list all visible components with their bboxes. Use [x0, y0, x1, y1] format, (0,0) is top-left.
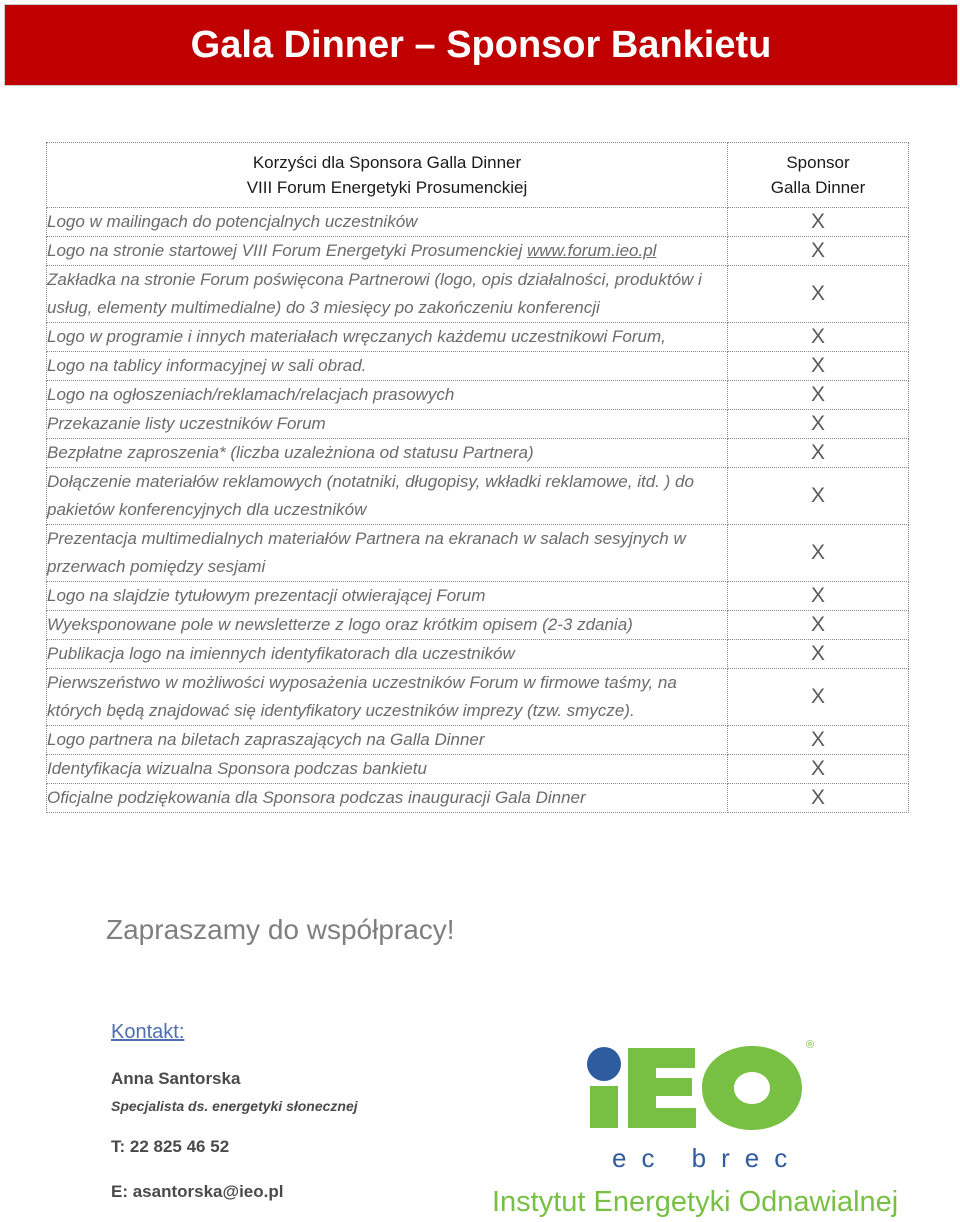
- benefit-description: [47, 640, 728, 669]
- benefit-description: [47, 323, 728, 352]
- sponsor-included-mark: X: [728, 410, 909, 439]
- table-row: [47, 381, 909, 410]
- sponsor-included-mark: X: [728, 237, 909, 266]
- benefit-description: [47, 439, 728, 468]
- benefit-description: [47, 726, 728, 755]
- logo-e-letter: [628, 1048, 696, 1128]
- table-row: [47, 237, 909, 266]
- logo-ecbrec: ec brec: [612, 1143, 803, 1173]
- table-row: [47, 726, 909, 755]
- institute-name: Instytut Energetyki Odnawialnej: [492, 1186, 899, 1218]
- ieo-logo: [580, 1036, 820, 1136]
- logo-dot-icon: [587, 1047, 621, 1081]
- benefit-text: Oficjalne podziękowania dla Sponsora podczas inauguracji Gala Dinner: [47, 788, 586, 807]
- benefit-description: [47, 266, 728, 323]
- benefit-text: Logo w programie i innych materiałach wręczanych każdemu uczestnikowi Forum,: [47, 327, 666, 346]
- benefits-header-line2: VIII Forum Energetyki Prosumenckiej: [246, 178, 528, 197]
- sponsor-included-mark: X: [728, 669, 909, 726]
- table-row: [47, 352, 909, 381]
- benefit-description: [47, 352, 728, 381]
- benefit-description: [47, 237, 728, 266]
- benefit-description: [47, 410, 728, 439]
- sponsor-included-mark: X: [728, 468, 909, 525]
- sponsor-column-header: [728, 143, 909, 208]
- benefit-text: Prezentacja multimedialnych materiałów Partnera na ekranach w salach sesyjnych w przerwach pomiędzy sesjami: [47, 529, 686, 576]
- contact-title: Kontakt:: [111, 1021, 185, 1043]
- page-title: Gala Dinner – Sponsor Bankietu: [190, 23, 772, 66]
- benefit-description: [47, 669, 728, 726]
- benefit-description: [47, 468, 728, 525]
- table-row: [47, 468, 909, 525]
- benefit-description: [47, 381, 728, 410]
- benefit-text: Identyfikacja wizualna Sponsora podczas bankietu: [47, 759, 427, 778]
- table-row: [47, 266, 909, 323]
- forum-website-link[interactable]: www.forum.ieo.pl: [527, 241, 657, 260]
- title-banner: [4, 4, 958, 86]
- benefit-text: Bezpłatne zaproszenia* (liczba uzależniona od statusu Partnera): [47, 443, 534, 462]
- benefits-header-line1: Korzyści dla Sponsora Galla Dinner: [252, 153, 522, 172]
- logo-o-letter: [702, 1046, 802, 1130]
- sponsor-included-mark: X: [728, 582, 909, 611]
- contact-name: Anna Santorska: [111, 1069, 241, 1088]
- sponsor-included-mark: X: [728, 611, 909, 640]
- table-row: [47, 640, 909, 669]
- sponsor-included-mark: X: [728, 323, 909, 352]
- logo-i-stem: [590, 1086, 618, 1128]
- benefit-text: Wyeksponowane pole w newsletterze z logo oraz krótkim opisem (2-3 zdania): [47, 615, 633, 634]
- benefit-description: [47, 755, 728, 784]
- sponsor-included-mark: X: [728, 439, 909, 468]
- contact-role: Specjalista ds. energetyki słonecznej: [111, 1098, 358, 1114]
- benefit-text: Logo na stronie startowej VIII Forum Energetyki Prosumenckiej: [47, 241, 527, 260]
- benefit-text: Przekazanie listy uczestników Forum: [47, 414, 326, 433]
- table-row: [47, 410, 909, 439]
- benefit-text: Pierwszeństwo w możliwości wyposażenia uczestników Forum w firmowe taśmy, na których będą znajdować się identyfikatory uczestników imprezy (tzw. smycze).: [47, 673, 677, 720]
- benefit-description: [47, 208, 728, 237]
- benefit-text: Logo na tablicy informacyjnej w sali obrad.: [47, 356, 367, 375]
- table-row: [47, 582, 909, 611]
- table-row: [47, 669, 909, 726]
- sponsor-header-line2: Galla Dinner: [770, 178, 866, 197]
- contact-phone: T: 22 825 46 52: [111, 1137, 230, 1156]
- benefit-text: Logo w mailingach do potencjalnych uczestników: [47, 212, 418, 231]
- table-row: [47, 323, 909, 352]
- benefit-text: Zakładka na stronie Forum poświęcona Partnerowi (logo, opis działalności, produktów i usług, elementy multimedialne) do 3 miesięcy po zakończeniu konferencji: [47, 270, 702, 317]
- table-row: [47, 208, 909, 237]
- benefit-text: Dołączenie materiałów reklamowych (notatniki, długopisy, wkładki reklamowe, itd. ) do pakietów konferencyjnych dla uczestników: [47, 472, 694, 519]
- table-header-row: [47, 143, 909, 208]
- benefit-text: Logo na slajdzie tytułowym prezentacji otwierającej Forum: [47, 586, 486, 605]
- invite-text: Zapraszamy do współpracy!: [106, 914, 455, 945]
- sponsor-included-mark: X: [728, 784, 909, 813]
- table-row: [47, 755, 909, 784]
- benefit-text: Logo partnera na biletach zapraszających na Galla Dinner: [47, 730, 485, 749]
- sponsor-included-mark: X: [728, 640, 909, 669]
- sponsor-header-line1: Sponsor: [786, 153, 850, 172]
- benefits-table: [46, 142, 909, 813]
- benefit-text: Publikacja logo na imiennych identyfikatorach dla uczestników: [47, 644, 515, 663]
- benefit-description: [47, 784, 728, 813]
- table-row: [47, 525, 909, 582]
- benefit-description: [47, 525, 728, 582]
- contact-email: E: asantorska@ieo.pl: [111, 1182, 284, 1201]
- sponsor-included-mark: X: [728, 381, 909, 410]
- table-row: [47, 611, 909, 640]
- sponsor-included-mark: X: [728, 525, 909, 582]
- sponsor-included-mark: X: [728, 726, 909, 755]
- table-row: [47, 784, 909, 813]
- table-row: [47, 439, 909, 468]
- benefits-column-header: [47, 143, 728, 208]
- sponsor-included-mark: X: [728, 352, 909, 381]
- benefit-text: Logo na ogłoszeniach/reklamach/relacjach prasowych: [47, 385, 455, 404]
- sponsor-included-mark: X: [728, 755, 909, 784]
- benefit-description: [47, 582, 728, 611]
- sponsor-included-mark: X: [728, 266, 909, 323]
- logo-registered-mark: ®: [806, 1039, 815, 1051]
- sponsor-included-mark: X: [728, 208, 909, 237]
- benefit-description: [47, 611, 728, 640]
